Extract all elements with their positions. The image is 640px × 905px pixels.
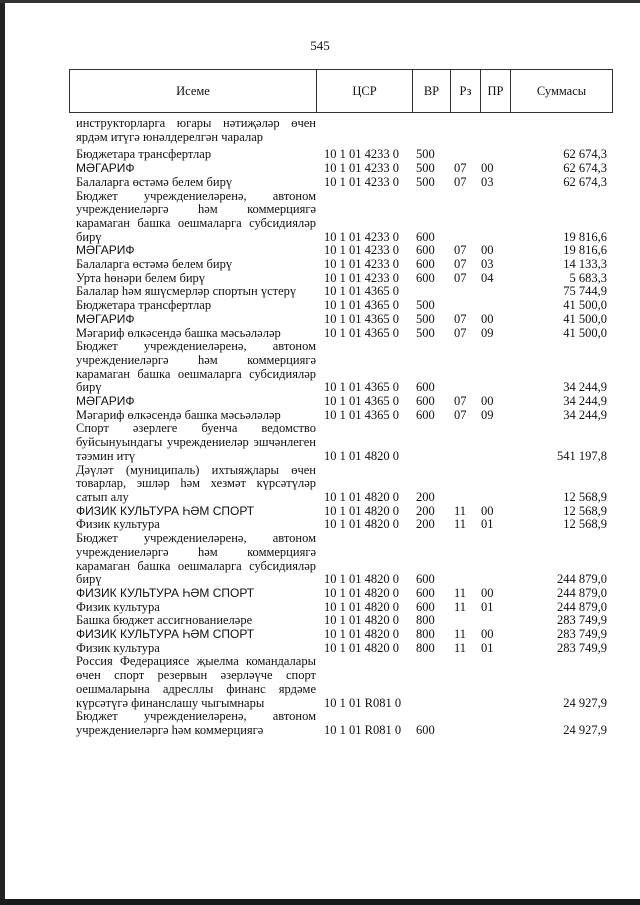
row-name: Мәгариф өлкәсендә башка мәсьәләләр [76,407,281,422]
row-csr: 10 1 01 4820 0 [324,613,399,628]
row-name: Бюджет учреждениеләренә, автоном учреждениеләргә һәм коммерциягә карамаган башка оешмаларга субсидияләр бирү [76,339,316,395]
row-sum: 12 568,9 [563,503,607,518]
header-name: Исеме [70,70,317,112]
row-name: Бюджетара трансфертлар [76,147,212,162]
scan-edge-bottom [0,899,640,905]
table-row [76,464,611,505]
row-pr: 04 [481,270,494,285]
header-sum: Суммасы [536,83,587,98]
row-csr: 10 1 01 4233 0 [324,174,399,189]
row-vr: 500 [416,311,435,326]
row-vr: 500 [416,147,435,162]
row-sum: 41 500,0 [563,311,607,326]
scan-edge-top [0,0,640,3]
row-csr: 10 1 01 4820 0 [324,489,399,504]
row-sum: 34 244,9 [563,407,607,422]
row-rz: 07 [454,394,467,409]
row-csr: 10 1 01 4820 0 [324,585,399,600]
row-vr: 200 [416,489,435,504]
row-sum: 62 674,3 [563,161,607,176]
row-sum: 62 674,3 [563,174,607,189]
row-pr: 00 [481,627,494,642]
row-pr: 00 [481,394,494,409]
row-vr: 500 [416,325,435,340]
table-row [76,117,611,144]
row-csr: 10 1 01 4365 0 [324,298,399,313]
row-sum: 283 749,9 [557,613,607,628]
table-row [76,176,611,190]
row-name: МӘГАРИФ [76,394,135,409]
row-pr: 09 [481,325,494,340]
row-rz: 11 [454,640,467,655]
row-csr: 10 1 01 4233 0 [324,161,399,176]
row-vr: 600 [416,270,435,285]
row-sum: 5 683,3 [569,270,607,285]
row-name: МӘГАРИФ [76,243,135,258]
row-csr: 10 1 01 4820 0 [324,572,399,587]
row-name: Физик культура [76,517,160,532]
row-name: МӘГАРИФ [76,161,135,176]
row-csr: 10 1 01 4365 0 [324,407,399,422]
row-rz: 07 [454,311,467,326]
row-vr: 200 [416,503,435,518]
row-rz: 07 [454,325,467,340]
row-rz: 11 [454,503,467,518]
table-row [76,190,611,245]
row-name: Россия Федерациясе җыелма командалары өчен спорт резервын әзерләүче спорт оешмаларына адресллы финанс ярдәме күрсәтүгә финанслашу чыгымнары [76,654,316,710]
row-rz: 07 [454,174,467,189]
header-vr: ВР [413,70,451,112]
row-sum: 541 197,8 [557,448,607,463]
row-sum: 75 744,9 [563,284,607,299]
row-rz: 07 [454,243,467,258]
table-row [76,601,611,615]
row-name: Мәгариф өлкәсендә башка мәсьәләләр [76,325,281,340]
row-vr: 800 [416,613,435,628]
row-pr: 03 [481,174,494,189]
table-header [69,69,613,113]
row-sum: 14 133,3 [563,257,607,272]
row-vr: 600 [416,243,435,258]
row-name: Балаларга өстәмә белем бирү [76,174,233,189]
row-pr: 03 [481,257,494,272]
header-csr: ЦСР [317,70,413,112]
row-sum: 24 927,9 [563,722,607,737]
row-sum: 34 244,9 [563,394,607,409]
row-name: Бюджет учреждениеләренә, автоном учреждениеләргә һәм коммерциягә [76,709,316,737]
row-sum: 283 749,9 [557,640,607,655]
table-row [76,244,611,258]
table-row [76,162,611,176]
row-rz: 07 [454,257,467,272]
table-row [76,642,611,656]
row-pr: 00 [481,585,494,600]
row-csr: 10 1 01 4820 0 [324,640,399,655]
table-row [76,614,611,628]
table-row [76,628,611,642]
row-csr: 10 1 01 4365 0 [324,380,399,395]
row-vr: 500 [416,161,435,176]
row-name: Бюджет учреждениеләренә, автоном учреждениеләргә һәм коммерциягә карамаган башка оешмаларга субсидияләр бирү [76,531,316,587]
row-sum: 244 879,0 [557,599,607,614]
row-vr: 800 [416,627,435,642]
row-vr: 600 [416,229,435,244]
row-name: ФИЗИК КУЛЬТУРА ҺӘМ СПОРТ [76,627,255,642]
row-csr: 10 1 01 4365 0 [324,394,399,409]
table-row [76,395,611,409]
row-rz: 11 [454,517,467,532]
table-row [76,655,611,710]
row-vr: 600 [416,572,435,587]
row-pr: 01 [481,599,494,614]
row-sum: 283 749,9 [557,627,607,642]
row-vr: 600 [416,585,435,600]
row-csr: 10 1 01 4820 0 [324,503,399,518]
row-csr: 10 1 01 4820 0 [324,627,399,642]
row-name: Физик культура [76,640,160,655]
row-name: ФИЗИК КУЛЬТУРА ҺӘМ СПОРТ [76,585,255,600]
row-rz: 11 [454,599,467,614]
row-csr: 10 1 01 R081 0 [324,722,402,737]
row-name: Физик культура [76,599,160,614]
row-sum: 12 568,9 [563,489,607,504]
row-vr: 500 [416,298,435,313]
row-rz: 07 [454,407,467,422]
row-vr: 600 [416,394,435,409]
row-rz: 11 [454,585,467,600]
table-row [76,313,611,327]
row-sum: 62 674,3 [563,147,607,162]
table-row [76,587,611,601]
row-pr: 00 [481,243,494,258]
row-vr: 600 [416,599,435,614]
row-vr: 800 [416,640,435,655]
row-vr: 200 [416,517,435,532]
row-sum: 41 500,0 [563,298,607,313]
row-vr: 600 [416,380,435,395]
row-sum: 244 879,0 [557,572,607,587]
row-sum: 24 927,9 [563,695,607,710]
table-row [76,422,611,463]
row-csr: 10 1 01 4820 0 [324,517,399,532]
row-name: ФИЗИК КУЛЬТУРА ҺӘМ СПОРТ [76,503,255,518]
table-row [76,327,611,341]
row-csr: 10 1 01 4365 0 [324,325,399,340]
table-row [76,258,611,272]
row-vr: 600 [416,407,435,422]
row-csr: 10 1 01 4365 0 [324,311,399,326]
row-sum: 19 816,6 [563,229,607,244]
row-pr: 01 [481,517,494,532]
row-csr: 10 1 01 4365 0 [324,284,399,299]
scan-edge-left [0,0,5,905]
row-vr: 600 [416,257,435,272]
table-row [76,272,611,286]
header-pr: ПР [481,70,511,112]
row-name: Башка бюджет ассигнованиеләре [76,613,253,628]
header-rz: Рз [451,70,481,112]
row-csr: 10 1 01 4233 0 [324,257,399,272]
page-number: 545 [310,38,330,53]
row-name: Дәүләт (муниципаль) ихтыяҗлары өчен товарлар, эшләр һәм хезмәт күрсәтүләр сатып алу [76,462,316,504]
row-sum: 34 244,9 [563,380,607,395]
row-csr: 10 1 01 4820 0 [324,448,399,463]
row-name: Балаларга өстәмә белем бирү [76,257,233,272]
table-row [76,299,611,313]
row-name: Бюджетара трансфертлар [76,298,212,313]
row-sum: 41 500,0 [563,325,607,340]
row-pr: 01 [481,640,494,655]
row-csr: 10 1 01 4233 0 [324,243,399,258]
row-rz: 07 [454,161,467,176]
budget-table-body [76,117,611,738]
row-name: МӘГАРИФ [76,311,135,326]
row-name: Бюджет учреждениеләренә, автоном учреждениеләргә һәм коммерциягә карамаган башка оешмаларга субсидияләр бирү [76,188,316,244]
row-sum: 19 816,6 [563,243,607,258]
row-csr: 10 1 01 4233 0 [324,147,399,162]
row-name: Спорт әзерлеге буенча ведомство буйсынуындагы учреждениеләр эшчәнлеген тәэмин итү [76,421,316,463]
row-pr: 00 [481,161,494,176]
row-vr: 500 [416,174,435,189]
table-row [76,710,611,737]
row-rz: 07 [454,270,467,285]
row-csr: 10 1 01 4820 0 [324,599,399,614]
row-vr: 600 [416,722,435,737]
table-row [76,518,611,532]
row-pr: 00 [481,311,494,326]
row-rz: 11 [454,627,467,642]
row-sum: 12 568,9 [563,517,607,532]
row-csr: 10 1 01 4233 0 [324,270,399,285]
row-pr: 09 [481,407,494,422]
table-row [76,532,611,587]
table-row [76,409,611,423]
table-row [76,505,611,519]
row-csr: 10 1 01 R081 0 [324,695,402,710]
table-row [76,340,611,395]
row-pr: 00 [481,503,494,518]
row-name: инструкторларга югары нәтиҗәләр өчен ярдәм итүгә юнәлдерелгән чаралар [76,116,316,144]
row-name: Балалар һәм яшүсмерләр спортын үстерү [76,284,297,299]
row-name: Урта һөнәри белем бирү [76,270,206,285]
row-csr: 10 1 01 4233 0 [324,229,399,244]
row-sum: 244 879,0 [557,585,607,600]
table-row [76,148,611,162]
table-row [76,285,611,299]
